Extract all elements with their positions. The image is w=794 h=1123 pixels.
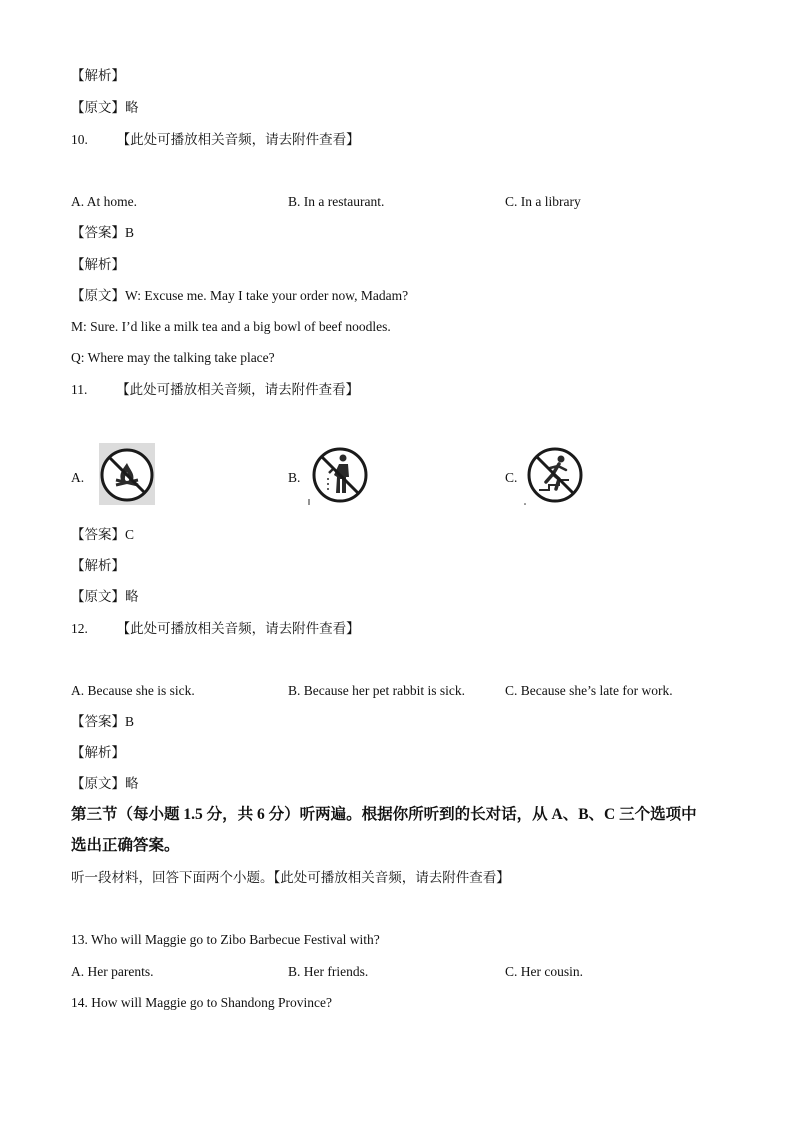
q12-audio-link[interactable]: 【此处可播放相关音频，请去附件查看】 bbox=[116, 621, 360, 636]
q11-option-b-label: B. bbox=[288, 470, 301, 485]
q10-option-b: B. In a restaurant. bbox=[288, 194, 385, 209]
q12-answer: 【答案】B bbox=[71, 714, 135, 729]
q12-transcript: 【原文】略 bbox=[71, 776, 139, 791]
section3-heading: 第三节（每小题 1.5 分，共 6 分）听两遍。根据你所听到的长对话，从 A、B、C 三个选项中 bbox=[71, 806, 697, 823]
q12-header bbox=[71, 620, 360, 638]
q12-jiexi-label: 【解析】 bbox=[71, 745, 125, 760]
q11-number: 11. bbox=[71, 382, 88, 397]
q10-jiexi-label: 【解析】 bbox=[71, 257, 125, 272]
q10-audio-link[interactable]: 【此处可播放相关音频，请去附件查看】 bbox=[116, 132, 360, 147]
section3-heading-cont: 选出正确答案。 bbox=[71, 837, 180, 854]
q11-header bbox=[71, 381, 359, 399]
q9-jiexi-label: 【解析】 bbox=[71, 68, 125, 83]
q10-transcript-line: M: Sure. I’d like a milk tea and a big bowl of beef noodles. bbox=[71, 319, 391, 334]
q10-header bbox=[71, 131, 360, 149]
q14-question: 14. How will Maggie go to Shandong Province? bbox=[71, 995, 332, 1010]
q10-option-a: A. At home. bbox=[71, 194, 137, 209]
q11-audio-link[interactable]: 【此处可播放相关音频，请去附件查看】 bbox=[116, 382, 360, 397]
q11-transcript: 【原文】略 bbox=[71, 589, 139, 604]
q12-option-a: A. Because she is sick. bbox=[71, 683, 195, 698]
section3-instruction: 听一段材料，回答下面两个小题。【此处可播放相关音频，请去附件查看】 bbox=[71, 870, 510, 885]
q13-question: 13. Who will Maggie go to Zibo Barbecue Festival with? bbox=[71, 932, 380, 947]
no-fire-icon bbox=[97, 441, 157, 507]
no-running-icon bbox=[523, 441, 585, 507]
q11-option-a bbox=[71, 441, 271, 511]
no-littering-icon bbox=[308, 441, 370, 507]
q10-answer: 【答案】B bbox=[71, 225, 135, 240]
q12-option-b: B. Because her pet rabbit is sick. bbox=[288, 683, 465, 698]
q11-option-a-label: A. bbox=[71, 470, 85, 485]
q10-transcript-line: Q: Where may the talking take place? bbox=[71, 350, 275, 365]
q12-option-c: C. Because she’s late for work. bbox=[505, 683, 673, 698]
q10-option-c: C. In a library bbox=[505, 194, 581, 209]
q12-number: 12. bbox=[71, 621, 88, 636]
q13-option-b: B. Her friends. bbox=[288, 964, 369, 979]
q9-transcript: 【原文】略 bbox=[71, 100, 139, 115]
q13-option-c: C. Her cousin. bbox=[505, 964, 583, 979]
q11-option-c bbox=[505, 441, 705, 511]
q10-transcript-line: 【原文】W: Excuse me. May I take your order now, Madam? bbox=[71, 288, 409, 303]
q11-option-b bbox=[288, 441, 488, 511]
q10-number: 10. bbox=[71, 132, 88, 147]
q13-option-a: A. Her parents. bbox=[71, 964, 154, 979]
q11-option-c-label: C. bbox=[505, 470, 518, 485]
q11-answer: 【答案】C bbox=[71, 527, 135, 542]
q11-jiexi-label: 【解析】 bbox=[71, 558, 125, 573]
